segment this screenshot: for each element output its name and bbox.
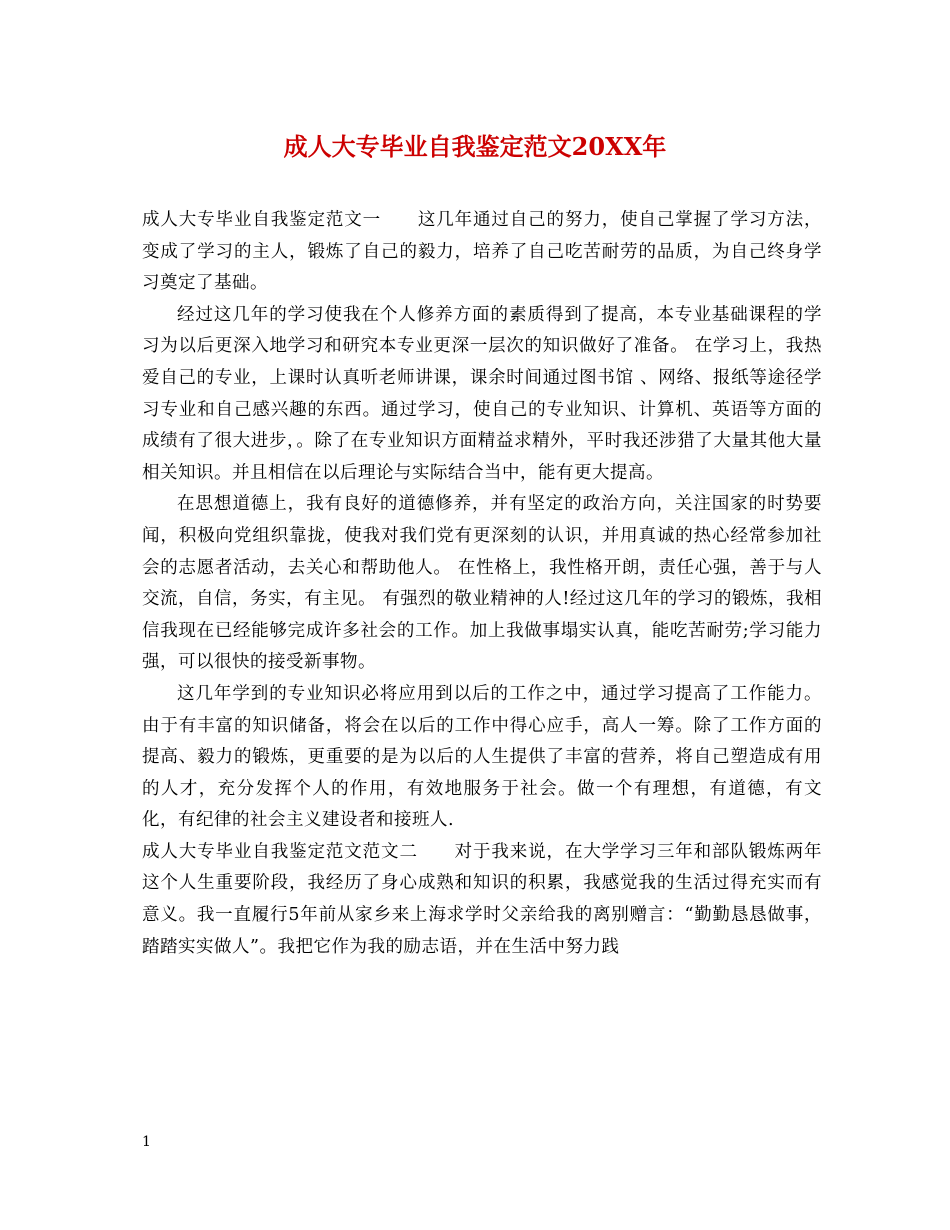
paragraph-4: 这几年学到的专业知识必将应用到以后的工作之中，通过学习提高了工作能力。由于有丰富的知识储备，将会在以后的工作中得心应手，高人一筹。除了工作方面的提高、毅力的锻炼，更重要的是为以后的人生提供了丰富的营养，将自己塑造成有用的人才，充分发挥个人的作用，有效地服务于社会。做一个有理想，有道德，有文化，有纪律的社会主义建设者和接班人. <box>142 683 822 831</box>
paragraph-3: 在思想道德上，我有良好的道德修养，并有坚定的政治方向，关注国家的时势要闻，积极向党组织靠拢，使我对我们党有更深刻的认识，并用真诚的热心经常参加社会的志愿者活动，去关心和帮助他人。 在性格上，我性格开朗，责任心强，善于与人交流，自信，务实，有主见。 有强烈的敬业精神的人!经过这几年的学习的锻炼，我相信我现在已经能够完成许多社会的工作。加上我做事塌实认真，能吃苦耐劳;学习能力强，可以很快的接受新事物。 <box>142 494 822 673</box>
paragraph-2: 经过这几年的学习使我在个人修养方面的素质得到了提高，本专业基础课程的学习为以后更深入地学习和研究本专业更深一层次的知识做好了准备。 在学习上，我热爱自己的专业，上课时认真听老师讲课，课余时间通过图书馆 、网络、报纸等途径学习专业和自己感兴趣的东西。通过学习，使自己的专业知识、计算机、英语等方面的成绩有了很大进步，。除了在专业知识方面精益求精外，平时我还涉猎了大量其他大量相关知识。并且相信在以后理论与实际结合当中，能有更大提高。 <box>142 304 822 483</box>
page-number: 1 <box>142 1134 151 1150</box>
paragraph-1: 成人大专毕业自我鉴定范文一 这几年通过自己的努力，使自己掌握了学习方法，变成了学习的主人，锻炼了自己的毅力，培养了自己吃苦耐劳的品质，为自己终身学习奠定了基础。 <box>142 210 822 294</box>
document-body <box>142 205 822 963</box>
paragraph-5: 成人大专毕业自我鉴定范文范文二 对于我来说，在大学学习三年和部队锻炼两年这个人生重要阶段，我经历了身心成熟和知识的积累，我感觉我的生活过得充实而有意义。我一直履行5年前从家乡来上海求学时父亲给我的离别赠言：“勤勤恳恳做事，踏踏实实做人”。我把它作为我的励志语，并在生活中努力践 <box>142 841 822 957</box>
document-title: 成人大专毕业自我鉴定范文20XX年 <box>283 132 667 161</box>
